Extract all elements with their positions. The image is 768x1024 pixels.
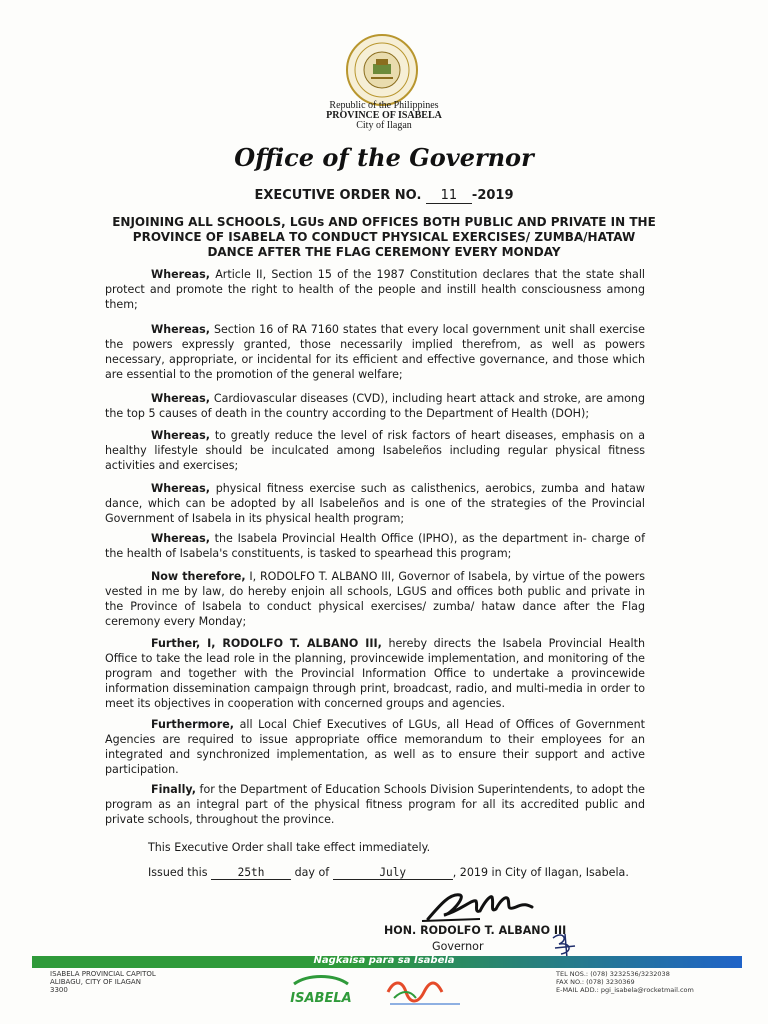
paragraph-lead: Whereas, — [151, 429, 210, 442]
paragraph-text: all Local Chief Executives of LGUs, all Head of Offices of Government Agencies are required to issue appropriate office memorandum to their employees for an integrated and synchronized implementation, as well as to ensure their support and active participation. — [105, 718, 645, 776]
isabela-logo-text: ISABELA — [290, 991, 352, 1006]
paragraph-text: This Executive Order shall take effect immediately. — [148, 841, 431, 854]
order-title: ENJOINING ALL SCHOOLS, LGUs AND OFFICES BOTH PUBLIC AND PRIVATE IN THE PROVINCE OF ISABELA TO CONDUCT PHYSICAL EXERCISES/ ZUMBA/HATAW DANCE AFTER THE FLAG CEREMONY EVERY MONDAY — [112, 215, 656, 259]
paragraph-text: Section 16 of RA 7160 states that every local government unit shall exercise the powers expressly granted, those necessarily implied therefrom, as well as powers necessary, appropriate, or incidental for its efficient and effective governance, and those which are essential to the promotion of the general welfare; — [105, 323, 645, 381]
paragraph-text: hereby directs the Isabela Provincial Health Office to take the lead role in the planning, provincewide implementation, and monitoring of the program and together with the Provincial Information Office to undertake a provincewide information dissemination campaign through print, broadcast, radio, and multi-media in order to meet its objectives in cooperation with concerned groups and agencies. — [105, 637, 645, 710]
address-line: ALIBAGU, CITY OF ILAGAN — [50, 978, 141, 986]
provincial-seal-icon — [345, 33, 419, 107]
paragraph-4 — [105, 428, 645, 473]
issued-day: 25th — [211, 866, 291, 880]
paragraph-text: the Isabela Provincial Health Office (IPHO), as the department in- charge of the health of Isabela's constituents, is tasked to spearhead this program; — [105, 532, 645, 560]
office-title: Office of the Governor — [234, 143, 534, 172]
eo-suffix: -2019 — [471, 188, 514, 203]
city-line: City of Ilagan — [356, 120, 412, 131]
paragraph-lead: Whereas, — [151, 392, 210, 405]
paragraph-lead: Whereas, — [151, 482, 210, 495]
issued-line — [148, 866, 629, 880]
signature-icon — [420, 885, 540, 925]
paragraph-lead: Whereas, — [151, 532, 210, 545]
paragraph-7 — [105, 569, 645, 629]
republic-line: Republic of the Philippines — [329, 100, 439, 111]
eo-prefix: EXECUTIVE ORDER NO. — [254, 188, 422, 203]
contact-line: FAX NO.: (078) 3230369 — [556, 978, 635, 986]
footer-contacts — [556, 970, 694, 994]
issued-mid: day of — [294, 866, 330, 879]
contact-line: E-MAIL ADD.: pgi_isabela@rocketmail.com — [556, 986, 694, 994]
paragraph-text: Article II, Section 15 of the 1987 Constitution declares that the state shall protect and promote the right to health of the people and instill health consciousness among them; — [105, 268, 645, 311]
paragraph-text: Cardiovascular diseases (CVD), including heart attack and stroke, are among the top 5 causes of death in the country according to the Department of Health (DOH); — [105, 392, 645, 420]
paragraph-2 — [105, 322, 645, 382]
signatory-role: Governor — [432, 940, 484, 953]
address-line: 3300 — [50, 986, 68, 994]
wellness-logo-icon — [380, 970, 470, 1010]
paragraph-3 — [105, 391, 645, 421]
paragraph-8 — [105, 636, 645, 711]
paragraph-10 — [105, 782, 645, 827]
issued-prefix: Issued this — [148, 866, 208, 879]
footer-address — [50, 970, 156, 994]
effectivity-line — [148, 840, 548, 855]
eo-number: 11 — [426, 188, 472, 204]
issued-suffix: , 2019 in City of Ilagan, Isabela. — [452, 866, 629, 879]
paragraph-text: to greatly reduce the level of risk factors of heart diseases, emphasis on a healthy lifestyle should be inculcated among Isabeleños including regular physical fitness activities and exercises; — [105, 429, 645, 472]
paragraph-1 — [105, 267, 645, 312]
paragraph-text: I, RODOLFO T. ALBANO III, Governor of Isabela, by virtue of the powers vested in me by law, do hereby enjoin all schools, LGUS and offices both public and private in the Province of Isabela to conduct physical exercises/ zumba/ hataw dance after the Flag ceremony every Monday; — [105, 570, 645, 628]
paragraph-lead: Finally, — [151, 783, 196, 796]
contact-line: TEL NOS.: (078) 3232536/3232038 — [556, 970, 670, 978]
paragraph-lead: Whereas, — [151, 268, 210, 281]
paragraph-lead: Whereas, — [151, 323, 210, 336]
issued-month: July — [333, 866, 453, 880]
paragraph-5 — [105, 481, 645, 526]
paragraph-lead: Furthermore, — [151, 718, 234, 731]
paragraph-6 — [105, 531, 645, 561]
paragraph-9 — [105, 717, 645, 777]
province-line: PROVINCE OF ISABELA — [326, 110, 442, 121]
paragraph-lead: Now therefore, — [151, 570, 246, 583]
executive-order-heading — [0, 188, 768, 204]
paragraph-lead: Further, I, RODOLFO T. ALBANO III, — [151, 637, 382, 650]
paragraph-text: for the Department of Education Schools Division Superintendents, to adopt the program as an integral part of the physical fitness program for all its accredited public and private schools, throughout the province. — [105, 783, 645, 826]
address-line: ISABELA PROVINCIAL CAPITOL — [50, 970, 156, 978]
footer-motto: Nagkaisa para sa Isabela — [313, 955, 455, 966]
signatory-name: HON. RODOLFO T. ALBANO III — [384, 924, 567, 937]
paragraph-text: physical fitness exercise such as calisthenics, aerobics, zumba and hataw dance, which can be adopted by all Isabeleños and is one of the strategies of the Provincial Government of Isabela in its physical health program; — [105, 482, 645, 525]
isabela-logo-icon — [288, 970, 354, 1010]
